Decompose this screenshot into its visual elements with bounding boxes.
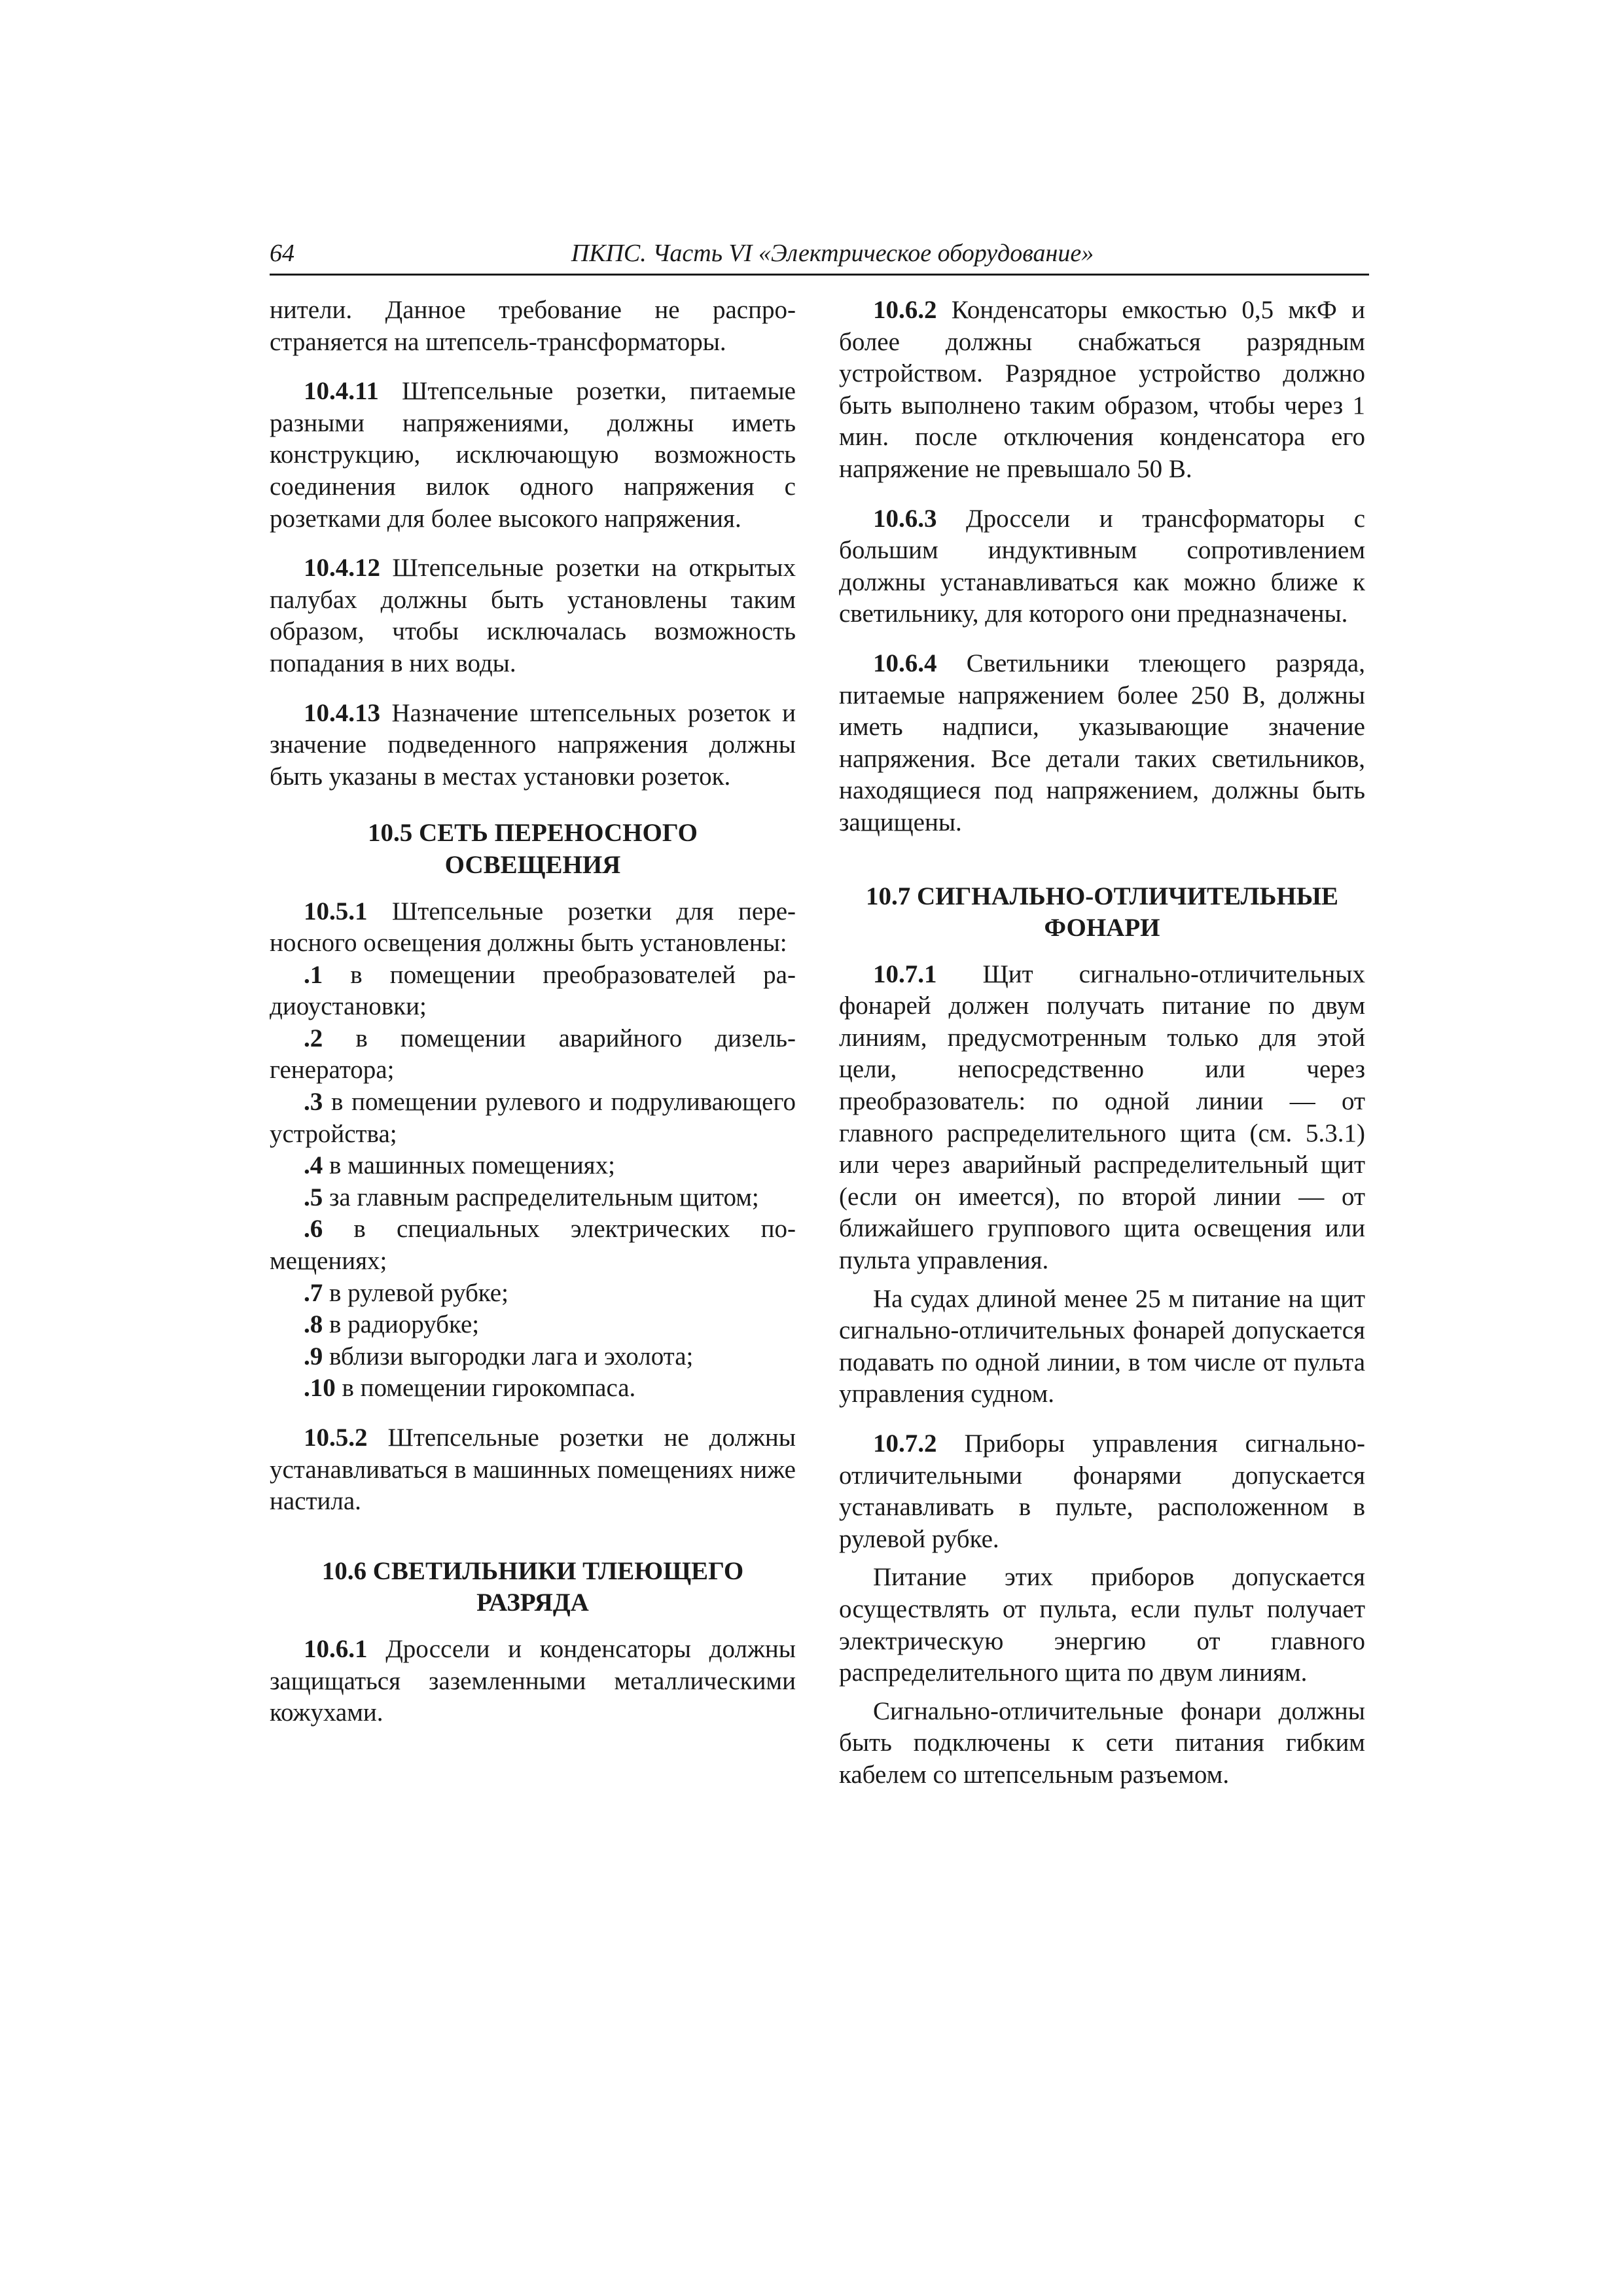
item-number: .4 <box>304 1151 323 1180</box>
clause-text: Дроссели и трансформаторы с большим индуктивным сопротивлением должны устанавливаться как можно ближе к светильнику, для которого они предназначены. <box>839 504 1365 628</box>
paragraph-10-7-2 <box>839 1428 1365 1555</box>
clause-number: 10.6.1 <box>304 1634 368 1663</box>
clause-text: Штепсельные розетки, питаемые разными напряжениями, должны иметь конструкцию, исключающую возможность соединения вилок одного напряжения с розетками для более высокого напряжения. <box>270 377 796 533</box>
item-text: в радиорубке; <box>323 1310 480 1339</box>
list-item <box>270 1278 796 1310</box>
heading-line: 10.5 СЕТЬ ПЕРЕНОСНОГО <box>367 819 698 848</box>
clause-number: 10.5.1 <box>304 897 368 925</box>
page-number: 64 <box>270 240 294 267</box>
item-number: .2 <box>304 1024 323 1052</box>
item-text: в помещении рулевого и подруливающего устройства; <box>270 1088 796 1148</box>
paragraph-10-6-2 <box>839 295 1365 486</box>
item-text: в помещении преобразователей радиоустановки; <box>270 960 796 1021</box>
clause-text: Штепсельные розетки на открытых палубах должны быть установлены таким образом, чтобы исключалась возможность попадания в них воды. <box>270 554 796 677</box>
paragraph-10-6-1 <box>270 1634 796 1729</box>
paragraph-10-7-2-cont2: Сигнально-отличительные фонари должны быть подключены к сети питания гибким кабелем со штепсельным разъемом. <box>839 1696 1365 1789</box>
item-number: .3 <box>304 1088 323 1117</box>
clause-text: Светильники тлеющего разряда, питаемые напряжением более 250 В, должны иметь надписи, указывающие значение напряжения. Все детали таких светильников, находящиеся под напряжением, должны быть защищены. <box>839 649 1365 836</box>
list-item <box>270 1372 796 1405</box>
paragraph-10-6-4 <box>839 648 1365 839</box>
clause-text: Щит сигнально-отличительных фонарей должен получать питание по двум линиям, предусмотренным только для этой цели, непосредственно или через преобразователь: по одной линии — от главного распределительного щита (см. 5.3.1) или через аварийный распределительный щит (если он имеется), по второй линии — от ближайшего группового щита освещения или пульта управления. <box>839 960 1365 1275</box>
paragraph-10-5-1 <box>270 896 796 960</box>
clause-text: Штепсельные розетки для переносного освещения должны быть установлены: <box>270 897 796 958</box>
item-number: .10 <box>304 1374 336 1403</box>
clause-number: 10.5.2 <box>304 1424 368 1452</box>
list-item <box>270 1309 796 1341</box>
clause-number: 10.4.13 <box>304 698 380 727</box>
running-title: ПКПС. Часть VI «Электрическое оборудование» <box>571 240 1094 267</box>
list-item <box>270 1150 796 1182</box>
clause-number: 10.6.3 <box>873 504 937 533</box>
clause-number: 10.6.2 <box>873 296 937 324</box>
item-number: .7 <box>304 1278 323 1307</box>
list-item <box>270 1023 796 1086</box>
clause-text: Назначение штепсельных розеток и значение подведенного напряжения должны быть указаны в местах установки розеток. <box>270 698 796 791</box>
item-number: .9 <box>304 1342 323 1371</box>
item-text: за главным распределительным щитом; <box>323 1183 759 1211</box>
clause-number: 10.4.12 <box>304 554 380 583</box>
paragraph-10-4-11 <box>270 376 796 535</box>
item-number: .6 <box>304 1215 323 1244</box>
paragraph-continued: нители. Данное требование не распространяется на штепсель-трансформаторы. <box>270 296 796 356</box>
running-header <box>270 236 1369 276</box>
heading-line: 10.6 СВЕТИЛЬНИКИ ТЛЕЮЩЕГО <box>321 1556 744 1585</box>
heading-line: ФОНАРИ <box>1044 914 1160 942</box>
heading-line: ОСВЕЩЕНИЯ <box>444 850 621 879</box>
heading-line: РАЗРЯДА <box>476 1588 589 1617</box>
section-heading-10-7 <box>839 881 1365 944</box>
paragraph-10-7-2-cont: Питание этих приборов допускается осуществлять от пульта, если пульт получает электрическую энергию от главного распределительного щита по двум линиям. <box>839 1563 1365 1687</box>
clause-text: Конденсаторы емкостью 0,5 мкФ и более должны снабжаться разрядным устройством. Разрядное устройство должно быть выполнено таким образом, чтобы через 1 мин. после отключения конденсатора его напряжение не превышало 50 В. <box>839 296 1365 483</box>
paragraph-10-7-1 <box>839 959 1365 1277</box>
item-number: .8 <box>304 1310 323 1339</box>
item-text: в специальных электрических помещениях; <box>270 1215 796 1276</box>
paragraph-10-4-13 <box>270 698 796 793</box>
item-text: в рулевой рубке; <box>323 1278 508 1307</box>
list-item <box>270 1086 796 1150</box>
item-text: в помещении гирокомпаса. <box>335 1374 636 1403</box>
item-number: .1 <box>304 960 323 989</box>
paragraph-10-5-2 <box>270 1422 796 1518</box>
clause-number: 10.4.11 <box>304 377 379 406</box>
list-item <box>270 1341 796 1373</box>
right-column <box>839 295 1365 1791</box>
clause-number: 10.7.1 <box>873 960 937 988</box>
item-text: вблизи выгородки лага и эхолота; <box>323 1342 694 1371</box>
section-heading-10-5 <box>270 817 796 881</box>
heading-line: 10.7 СИГНАЛЬНО-ОТЛИЧИТЕЛЬНЫЕ <box>865 882 1339 910</box>
clause-number: 10.7.2 <box>873 1429 937 1458</box>
list-item <box>270 1182 796 1214</box>
list-item <box>270 1213 796 1277</box>
item-number: .5 <box>304 1183 323 1211</box>
paragraph-10-6-3 <box>839 503 1365 630</box>
item-text: в помещении аварийного дизель-генератора; <box>270 1024 796 1085</box>
section-heading-10-6 <box>270 1556 796 1619</box>
list-item <box>270 960 796 1023</box>
item-text: в машинных помещениях; <box>323 1151 615 1180</box>
paragraph-10-7-1-cont: На судах длиной менее 25 м питание на щит сигнально-отличительных фонарей допускается подавать по одной линии, в том числе от пульта управления судном. <box>839 1284 1365 1408</box>
clause-text: Дроссели и конденсаторы должны защищаться заземленными металлическими кожухами. <box>270 1634 796 1727</box>
paragraph-10-4-12 <box>270 552 796 679</box>
clause-number: 10.6.4 <box>873 649 937 677</box>
left-column <box>270 295 796 1729</box>
clause-text: Приборы управления сигнально-отличительными фонарями допускается устанавливать в пульте, расположенном в рулевой рубке. <box>839 1429 1365 1553</box>
clause-text: Штепсельные розетки не должны устанавливаться в машинных помещениях ниже настила. <box>270 1424 796 1516</box>
